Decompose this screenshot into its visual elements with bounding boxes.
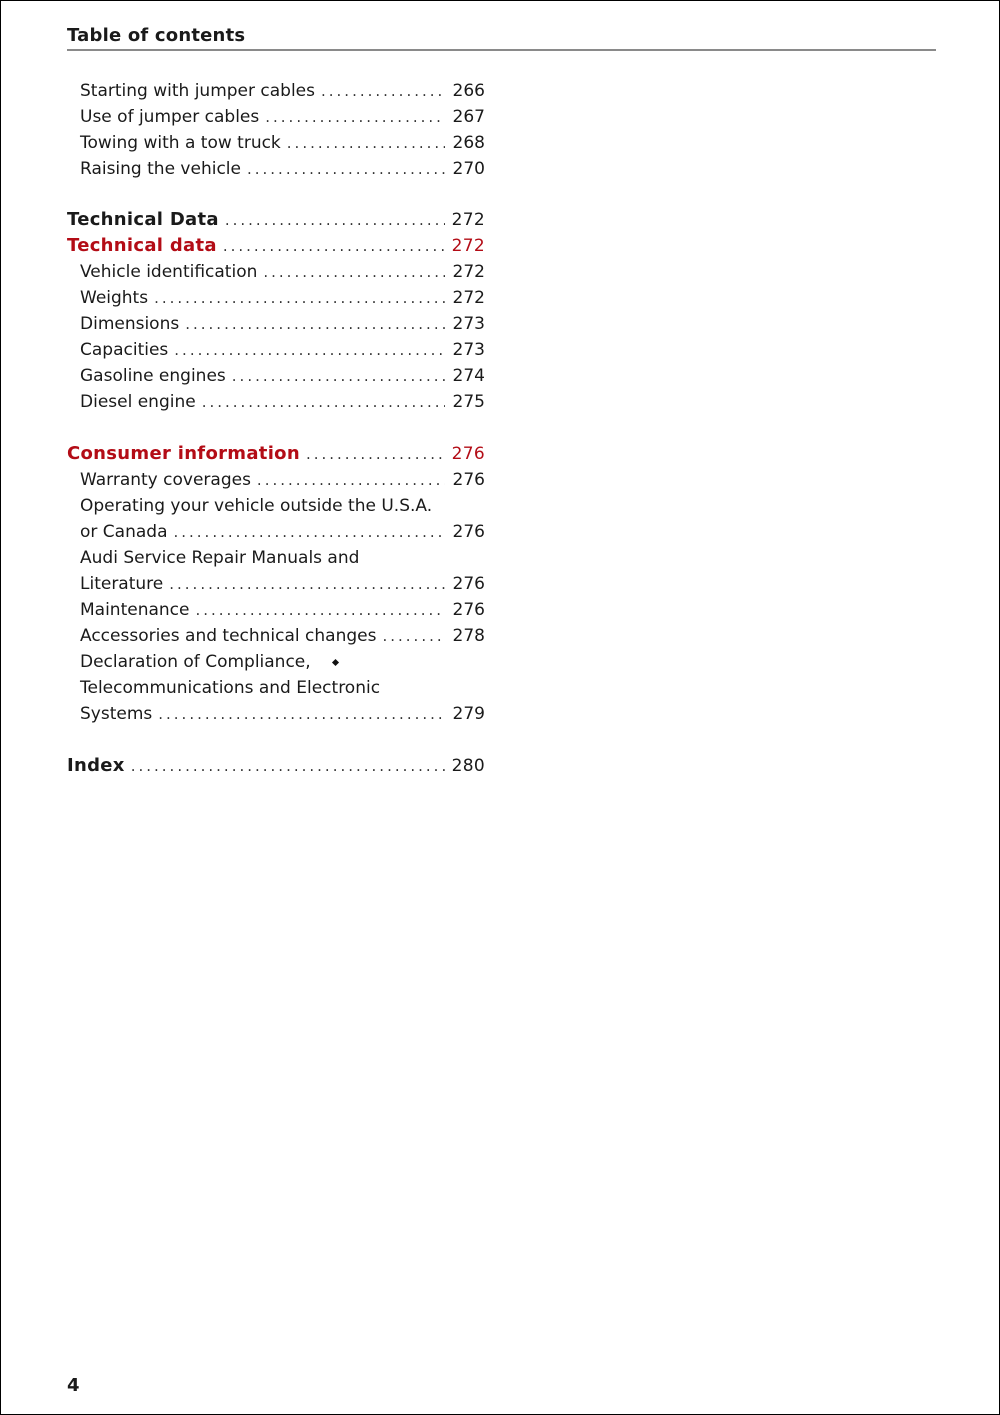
toc-section-label: Index: [67, 755, 125, 776]
toc-entry-label: Systems: [80, 704, 153, 724]
toc-entry[interactable]: [80, 339, 485, 361]
toc-entry-label: Warranty coverages: [80, 470, 251, 490]
toc-entry-page: 275: [452, 392, 485, 412]
page-header-title: Table of contents: [67, 25, 246, 46]
toc-entry-page: 273: [452, 340, 485, 360]
toc-entry[interactable]: [80, 158, 485, 180]
toc-chapter-entry[interactable]: [67, 235, 485, 257]
toc-entry-page: 272: [451, 210, 485, 230]
leader-dots: [225, 209, 445, 231]
toc-entry[interactable]: [80, 391, 485, 413]
toc-entry[interactable]: [80, 703, 485, 725]
leader-dots: [195, 599, 445, 621]
toc-entry-page: 273: [452, 314, 485, 334]
leader-dots: [169, 573, 445, 595]
toc-entry-label-line[interactable]: Telecommunications and Electronic: [80, 678, 381, 698]
toc-entry[interactable]: [80, 287, 485, 309]
leader-dots: [321, 80, 445, 102]
toc-entry-label: Maintenance: [80, 600, 190, 620]
toc-entry[interactable]: [80, 573, 485, 595]
toc-entry[interactable]: [80, 599, 485, 621]
page-number: 4: [67, 1375, 80, 1396]
toc-entry-page: 276: [452, 470, 485, 490]
toc-section-label: Technical Data: [67, 209, 219, 230]
toc-entry-page: 279: [452, 704, 485, 724]
toc-entry-page: 267: [452, 107, 485, 127]
toc-section-entry[interactable]: [67, 209, 485, 231]
toc-entry-label: Use of jumper cables: [80, 107, 260, 127]
toc-entry[interactable]: [80, 469, 485, 491]
toc-chapter-label: Consumer information: [67, 443, 300, 464]
leader-dots: [174, 339, 445, 361]
leader-dots: [131, 755, 445, 777]
toc-section-entry[interactable]: [67, 755, 485, 777]
toc-entry-page: 274: [452, 366, 485, 386]
toc-entry-page: 266: [452, 81, 485, 101]
toc-entry-label-line[interactable]: Audi Service Repair Manuals and: [80, 548, 360, 568]
leader-dots: [287, 132, 445, 154]
toc-entry[interactable]: [80, 313, 485, 335]
toc-entry-label: Starting with jumper cables: [80, 81, 315, 101]
toc-entry-label-line[interactable]: Declaration of Compliance,: [80, 652, 311, 672]
leader-dots: [257, 469, 445, 491]
toc-entry-page: 280: [451, 756, 485, 776]
toc-chapter-entry[interactable]: [67, 443, 485, 465]
toc-entry-page: 276: [452, 522, 485, 542]
toc-entry-label: Dimensions: [80, 314, 180, 334]
toc-entry-page: 276: [452, 574, 485, 594]
toc-chapter-label: Technical data: [67, 235, 217, 256]
toc-entry-label: Literature: [80, 574, 164, 594]
toc-entry-page: 272: [452, 262, 485, 282]
toc-entry[interactable]: [80, 261, 485, 283]
leader-dots: [382, 625, 445, 647]
toc-entry[interactable]: [80, 625, 485, 647]
toc-entry[interactable]: [80, 365, 485, 387]
toc-entry[interactable]: [80, 521, 485, 543]
toc-entry-label: Diesel engine: [80, 392, 196, 412]
toc-entry-page: 270: [452, 159, 485, 179]
toc-entry[interactable]: [80, 106, 485, 128]
leader-dots: [158, 703, 445, 725]
toc-entry-label: Vehicle identification: [80, 262, 258, 282]
toc-entry-label: Accessories and technical changes: [80, 626, 377, 646]
leader-dots: [154, 287, 445, 309]
toc-entry-page: 272: [451, 236, 485, 256]
diamond-bullet-icon: [332, 659, 339, 666]
toc-entry-label: Towing with a tow truck: [80, 133, 281, 153]
toc-entry-page: 268: [452, 133, 485, 153]
leader-dots: [265, 106, 445, 128]
leader-dots: [202, 391, 445, 413]
header-divider: [67, 49, 936, 51]
toc-entry-label-line[interactable]: Operating your vehicle outside the U.S.A.: [80, 496, 433, 516]
toc-entry-page: 272: [452, 288, 485, 308]
toc-entry-label: or Canada: [80, 522, 168, 542]
toc-entry[interactable]: [80, 132, 485, 154]
toc-entry-label: Raising the vehicle: [80, 159, 241, 179]
leader-dots: [247, 158, 445, 180]
leader-dots: [232, 365, 445, 387]
toc-entry-label: Gasoline engines: [80, 366, 226, 386]
toc-entry-page: 276: [452, 600, 485, 620]
toc-entry[interactable]: [80, 80, 485, 102]
leader-dots: [173, 521, 445, 543]
leader-dots: [263, 261, 445, 283]
leader-dots: [223, 235, 445, 257]
leader-dots: [185, 313, 445, 335]
toc-entry-label: Weights: [80, 288, 149, 308]
leader-dots: [306, 443, 445, 465]
toc-entry-page: 278: [452, 626, 485, 646]
toc-entry-label: Capacities: [80, 340, 169, 360]
toc-entry-page: 276: [451, 444, 485, 464]
